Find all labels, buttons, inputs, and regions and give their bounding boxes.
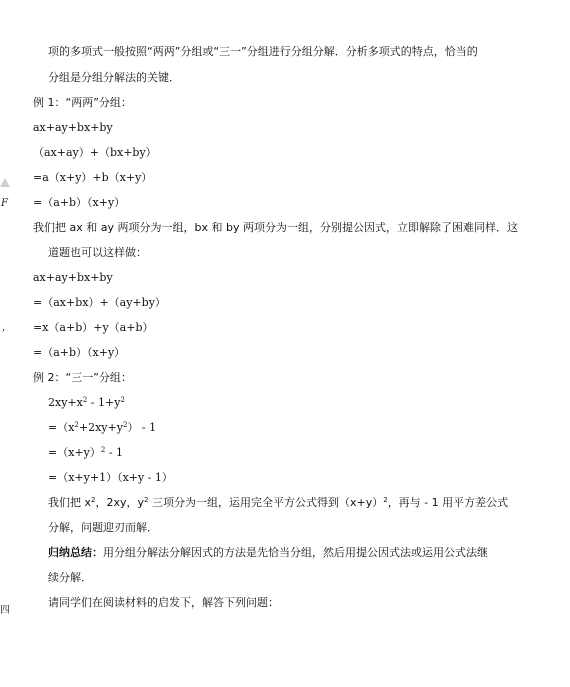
example1-step: =a（x+y）+b（x+y） [33, 171, 153, 184]
summary-label: 归纳总结： [48, 546, 103, 559]
example2-step-1: $2xy+x^2 - 1+y^2$ [48, 396, 125, 409]
closing-line: 请同学们在阅读材料的启发下，解答下列问题： [48, 596, 279, 609]
example2-explain-line-1: 我们把 $x^2$，2xy，$y^2$ 三项分为一组，运用完全平方公式得到$(x+y)^2$，再与 - 1 用平方差公式 [48, 496, 509, 509]
example2-step-2: $=(x^2+2xy+y^2) - 1$ [48, 421, 157, 434]
margin-triangle-icon [0, 178, 10, 187]
intro-line-2: 分组是分组分解法的关键． [48, 71, 180, 84]
example1-title: 例 1：“两两”分组： [33, 96, 132, 109]
example2-explain-line-2: 分解，问题迎刃而解． [48, 521, 158, 534]
example1-step: ax+ay+bx+by [33, 121, 113, 134]
example1-explain-line-2: 道题也可以这样做： [48, 246, 147, 259]
example1-alt-step: =（a+b）（x+y） [33, 346, 126, 359]
summary-line-1: 归纳总结：用分组分解法分解因式的方法是先恰当分组，然后用提公因式法或运用公式法继 [48, 546, 488, 559]
example2-step-4: =（x+y+1）（x+y - 1） [48, 471, 173, 484]
example2-step-3: $=(x+y)^2 - 1$ [48, 446, 124, 459]
margin-comma: , [2, 322, 6, 333]
example1-step: =（a+b）（x+y） [33, 196, 126, 209]
margin-letter-f: F [1, 198, 8, 209]
example1-explain-line-1: 我们把 ax 和 ay 两项分为一组，bx 和 by 两项分为一组，分别提公因式，立即解除了困难同样．这 [33, 221, 518, 234]
example2-title: 例 2：“三一”分组： [33, 371, 132, 384]
example1-alt-step: ax+ay+bx+by [33, 271, 113, 284]
example1-alt-step: =（ax+bx）+（ay+by） [33, 296, 166, 309]
margin-char: 四 [0, 605, 10, 616]
example1-step: （ax+ay）+（bx+by） [33, 146, 157, 159]
example1-alt-step: =x（a+b）+y（a+b） [33, 321, 154, 334]
summary-line-2: 续分解． [48, 571, 92, 584]
intro-line-1: 项的多项式一般按照“两两”分组或“三一”分组进行分组分解．分析多项式的特点，恰当的 [48, 45, 478, 58]
